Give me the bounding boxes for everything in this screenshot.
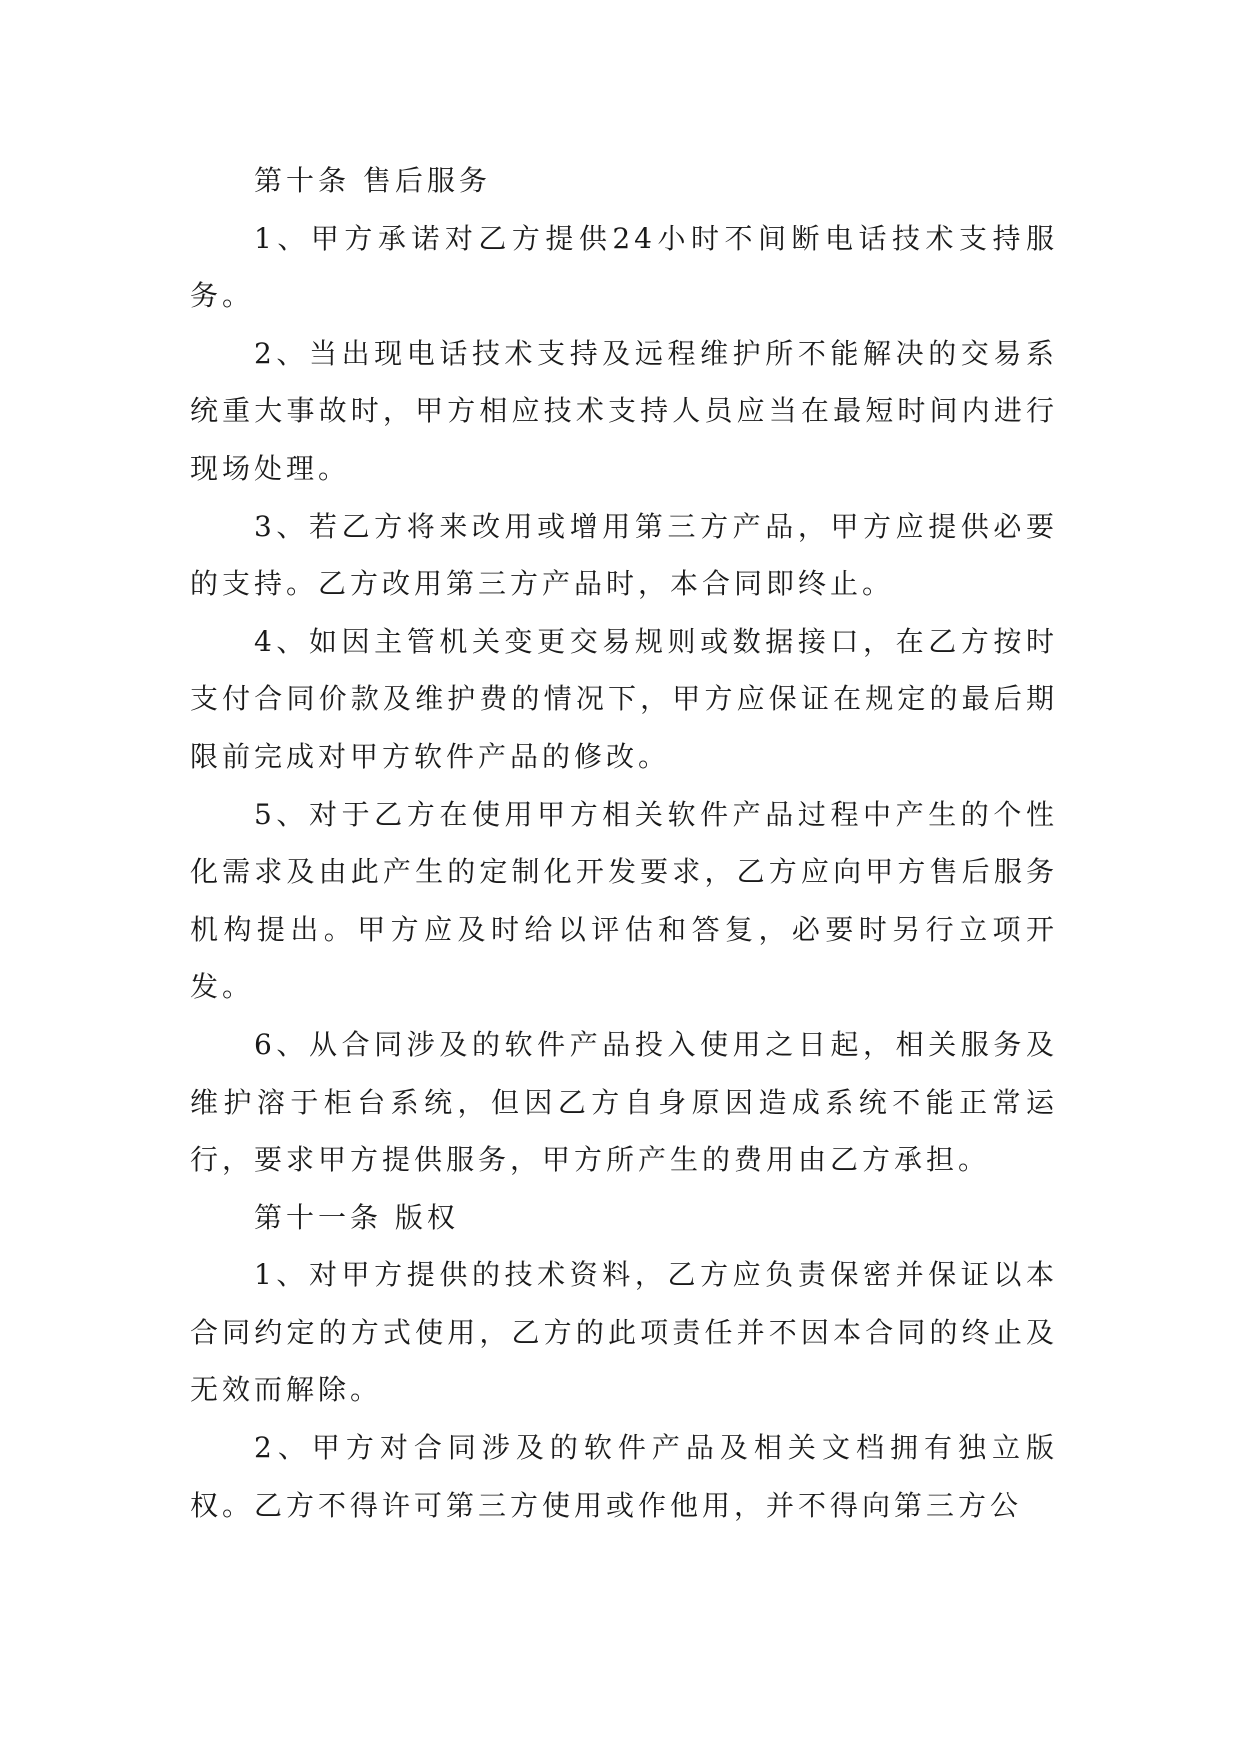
section-10-item-6: 6、从合同涉及的软件产品投入使用之日起，相关服务及维护溶于柜台系统，但因乙方自身原因造成系统不能正常运行，要求甲方提供服务，甲方所产生的费用由乙方承担。 xyxy=(190,1027,1058,1177)
document-body xyxy=(190,152,1058,1534)
section-11-item-2: 2、甲方对合同涉及的软件产品及相关文档拥有独立版权。乙方不得许可第三方使用或作他用，并不得向第三方公 xyxy=(190,1431,1058,1522)
section-10-item-4: 4、如因主管机关变更交易规则或数据接口，在乙方按时支付合同价款及维护费的情况下，甲方应保证在规定的最后期限前完成对甲方软件产品的修改。 xyxy=(190,624,1058,773)
section-11-heading: 第十一条 版权 xyxy=(254,1200,459,1234)
section-10-item-2: 2、当出现电话技术支持及远程维护所不能解决的交易系统重大事故时，甲方相应技术支持人员应当在最短时间内进行现场处理。 xyxy=(190,336,1058,485)
section-10-heading: 第十条 售后服务 xyxy=(254,164,491,197)
section-11-item-1: 1、对甲方提供的技术资料，乙方应负责保密并保证以本合同约定的方式使用，乙方的此项责任并不因本合同的终止及无效而解除。 xyxy=(190,1258,1058,1407)
section-10-item-3: 3、若乙方将来改用或增用第三方产品，甲方应提供必要的支持。乙方改用第三方产品时，本合同即终止。 xyxy=(190,509,1058,601)
section-10-item-5: 5、对于乙方在使用甲方相关软件产品过程中产生的个性化需求及由此产生的定制化开发要求，乙方应向甲方售后服务机构提出。甲方应及时给以评估和答复，必要时另行立项开发。 xyxy=(190,797,1058,1004)
section-10-item-1: 1、甲方承诺对乙方提供24小时不间断电话技术支持服务。 xyxy=(190,221,1058,313)
